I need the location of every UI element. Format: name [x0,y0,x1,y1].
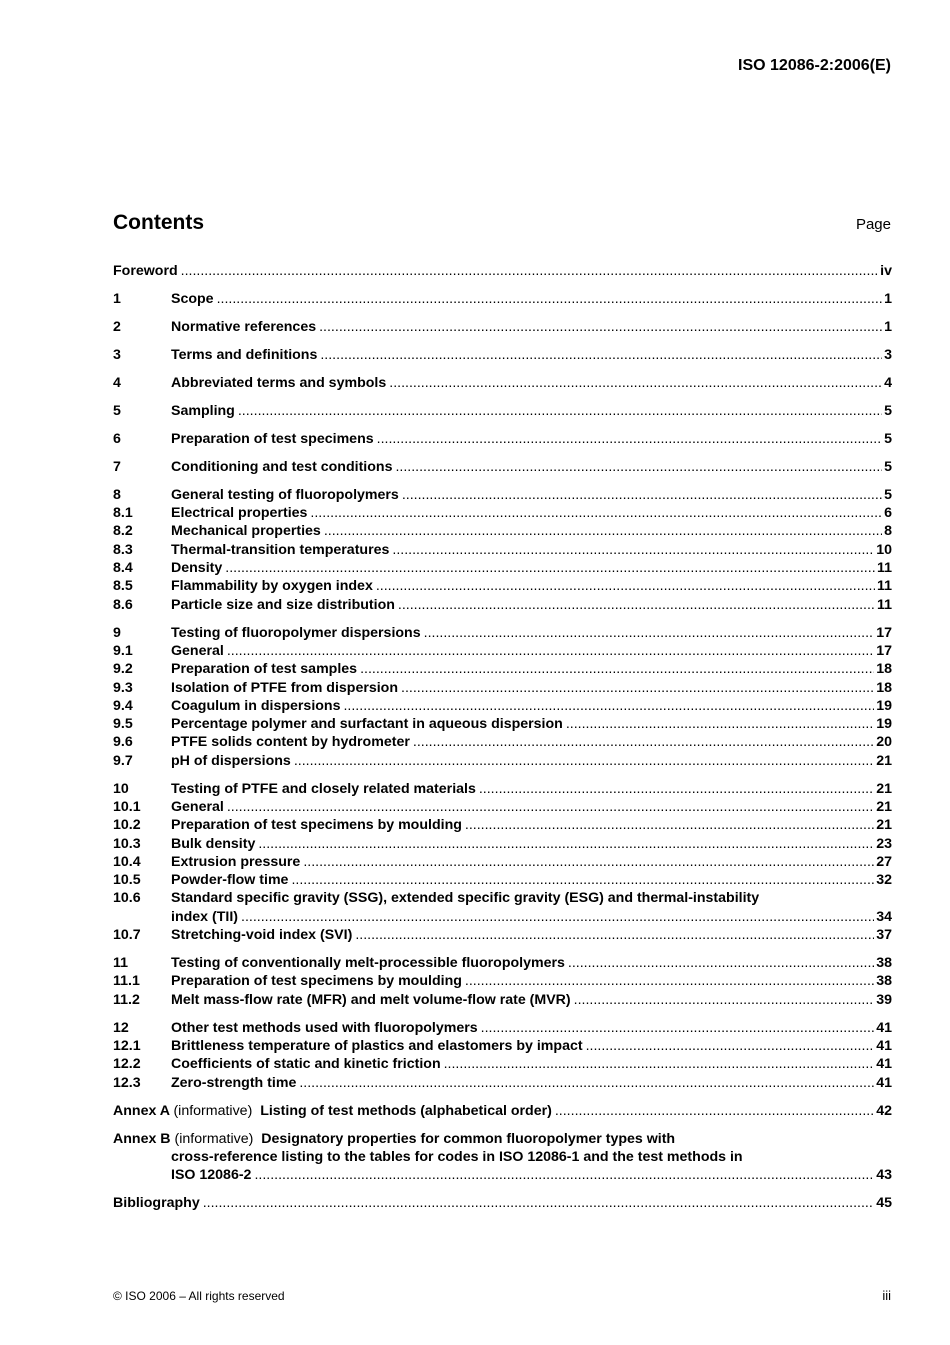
toc-leader-dots [574,991,875,1009]
toc-number: 10.7 [113,927,141,944]
toc-title: Sampling [171,402,235,419]
toc-entry-line [113,624,892,642]
toc-leader-dots [320,346,882,364]
toc-entry[interactable] [113,835,892,853]
toc-title-wrap [171,991,892,1009]
toc-title: General testing of fluoropolymers [171,486,399,503]
toc-title: Preparation of test samples [171,661,358,678]
toc-entry[interactable] [113,871,892,889]
toc-page: 20 [876,734,892,751]
toc-page: 8 [884,523,892,540]
toc-entry[interactable] [113,1037,892,1055]
toc-page: 19 [876,716,892,733]
toc-page: 39 [876,991,892,1008]
toc-number: 9.2 [113,661,133,678]
toc-title: Electrical properties [171,505,308,522]
toc-title-wrap [171,798,892,816]
bibliography-entry[interactable] [113,1194,892,1212]
toc-title: Stretching-void index (SVI) [171,927,353,944]
toc-entry-line [113,733,892,751]
toc-title-wrap [171,780,892,798]
toc-entry[interactable] [113,486,892,504]
annex-informative: (informative) [174,1130,254,1147]
toc-entry-line [113,816,892,834]
annex-title-line: Designatory properties for common fluoropolymer types with [261,1130,676,1147]
toc-title: Coagulum in dispersions [171,697,341,714]
toc-leader-dots [343,697,874,715]
toc-leader-dots [424,624,875,642]
toc-page: 45 [876,1195,892,1212]
toc-entry[interactable] [113,374,892,392]
toc-entry-line [113,577,892,595]
toc-title: Density [171,560,223,577]
toc-entry-line [113,660,892,678]
toc-number: 12.1 [113,1037,141,1054]
toc-entry[interactable] [113,853,892,871]
toc-title: Coefficients of static and kinetic friction [171,1056,441,1073]
annex-b-entry[interactable] [113,1130,892,1185]
toc-title-wrap [171,660,892,678]
toc-leader-dots [310,504,882,522]
toc-entry[interactable] [113,642,892,660]
toc-entry[interactable] [113,798,892,816]
toc-title: Bibliography [113,1195,200,1212]
toc-title-wrap [171,835,892,853]
copyright-notice: © ISO 2006 – All rights reserved [113,1289,285,1303]
toc-title-wrap [171,624,892,642]
toc-page: 5 [884,486,892,503]
toc-number: 9 [113,624,121,641]
toc-title: Bulk density [171,835,256,852]
toc-entry[interactable] [113,318,892,336]
toc-number: 12 [113,1019,129,1036]
toc-number: 9.5 [113,716,133,733]
toc-title: Terms and definitions [171,346,318,363]
toc-number: 10.5 [113,872,141,889]
toc-title-wrap [171,733,892,751]
toc-leader-dots [291,871,874,889]
toc-page: 41 [876,1019,892,1036]
toc-title-wrap [171,577,892,595]
toc-number: 8.1 [113,505,133,522]
toc-title-wrap [171,908,892,926]
toc-entry-line [113,752,892,770]
toc-entry[interactable] [113,504,892,522]
toc-title: Preparation of test specimens by moulding [171,973,462,990]
toc-entry[interactable] [113,522,892,540]
toc-entry-line [113,1194,892,1212]
toc-page: 21 [876,799,892,815]
toc-page: 41 [876,1074,892,1091]
toc-number: 11 [113,955,128,972]
toc-entry-line [113,1130,892,1148]
toc-number: 8 [113,486,121,503]
toc-title-wrap [171,346,892,364]
toc-number: 9.7 [113,752,133,769]
toc-number: 8.4 [113,560,133,577]
contents-heading: Contents [113,211,204,234]
toc-leader-dots [398,596,875,614]
toc-title: Foreword [113,263,178,279]
toc-leader-dots [217,290,883,308]
toc-entry[interactable] [113,541,892,559]
page-column-label: Page [855,216,891,233]
toc-title-wrap [171,954,892,972]
toc-page: 41 [876,1037,892,1054]
toc-entry[interactable] [113,1019,892,1037]
toc-page: 21 [876,752,892,769]
toc-entry-line [113,991,892,1009]
toc-page: 11 [877,560,892,577]
toc-title-wrap [171,402,892,420]
toc-title: General [171,642,224,659]
toc-entry-line [113,402,892,420]
toc-leader-dots [389,374,882,392]
toc-title-wrap [171,290,892,308]
toc-title: General [171,799,224,815]
toc-entry-line [113,679,892,697]
toc-page: 6 [884,505,892,522]
toc-leader-dots [355,926,874,944]
toc-page: 5 [884,430,892,447]
toc-entry[interactable] [113,559,892,577]
toc-entry-line [113,1166,892,1184]
toc-leader-dots [395,458,882,476]
toc-number: 9.4 [113,697,133,714]
toc-number: 3 [113,346,121,363]
toc-title-wrap [171,541,892,559]
toc-entry-line [113,642,892,660]
toc-title-wrap [171,1166,892,1184]
toc-title: Melt mass-flow rate (MFR) and melt volume-flow rate (MVR) [171,991,571,1008]
toc-title: Zero-strength time [171,1074,297,1091]
toc-page: 5 [884,458,892,475]
toc-leader-dots [227,642,874,660]
toc-entry-line [113,262,892,280]
toc-page: 11 [877,578,892,595]
annex-a-entry[interactable] [113,1102,892,1120]
annex-label: Annex A [113,1102,170,1119]
toc-entry[interactable] [113,954,892,972]
toc-title-wrap [171,1055,892,1073]
toc-title: Mechanical properties [171,523,321,540]
toc-page: 3 [884,346,892,363]
toc-title-wrap [171,679,892,697]
toc-number: 7 [113,458,121,475]
toc-entry-line [113,1074,892,1092]
toc-title: index (TII) [171,908,238,925]
toc-page: 11 [877,596,892,613]
toc-entry-line [113,458,892,476]
toc-entry[interactable] [113,816,892,834]
annex-informative: (informative) [173,1102,253,1119]
toc-page: 23 [876,835,892,852]
toc-page: 5 [884,402,892,419]
toc-page: 32 [876,872,892,889]
toc-title: PTFE solids content by hydrometer [171,734,410,751]
toc-page: 17 [876,642,892,659]
toc-entry[interactable] [113,402,892,420]
toc-leader-dots [324,522,882,540]
toc-entry[interactable] [113,577,892,595]
toc-title-line: Standard specific gravity (SSG), extended specific gravity (ESG) and thermal-instability [171,890,760,907]
annex-title: Listing of test methods (alphabetical order) [260,1102,552,1119]
toc-title-wrap [171,458,892,476]
toc-number: 8.5 [113,578,133,595]
toc-number: 8.6 [113,596,133,613]
toc-entry[interactable] [113,660,892,678]
toc-entry-line [113,504,892,522]
toc-entry-line [113,908,892,926]
toc-leader-dots [254,1166,874,1184]
page-number: iii [882,1288,891,1303]
toc-page: 4 [884,374,892,391]
toc-leader-dots [227,798,874,816]
toc-leader-dots [465,816,874,834]
toc-title-wrap [171,1074,892,1092]
toc-number: 12.2 [113,1056,141,1073]
toc-page: 18 [876,679,892,696]
toc-title: Thermal-transition temperatures [171,541,390,558]
toc-title: Preparation of test specimens by moulding [171,817,462,834]
toc-page: 21 [876,817,892,834]
toc-title: Testing of PTFE and closely related materials [171,780,476,797]
toc-title: Flammability by oxygen index [171,578,373,595]
toc-page: 1 [884,290,892,307]
toc-number: 9.3 [113,679,133,696]
toc-title-wrap [171,926,892,944]
toc-title-wrap [113,1194,892,1212]
toc-number: 10 [113,780,129,797]
document-id: ISO 12086-2:2006(E) [738,57,891,74]
annex-heading [113,1102,555,1120]
toc-entry-line [113,853,892,871]
toc-entry-line [113,954,892,972]
toc-entry[interactable] [113,290,892,308]
toc-title-wrap [171,642,892,660]
toc-entry-line [113,541,892,559]
toc-entry-line [113,871,892,889]
toc-page: 38 [876,973,892,990]
toc-number: 6 [113,430,121,447]
toc-title: pH of dispersions [171,752,291,769]
toc-title-wrap [171,559,892,577]
toc-title-wrap [171,486,892,504]
toc-entry[interactable] [113,780,892,798]
toc-page: 38 [876,955,892,972]
toc-leader-dots [555,1102,874,1120]
toc-title: Isolation of PTFE from dispersion [171,679,399,696]
toc-title-wrap [171,596,892,614]
toc-page: 42 [876,1102,892,1119]
toc-leader-dots [566,715,874,733]
toc-page: 34 [876,908,892,925]
toc-leader-dots [481,1019,875,1037]
toc-entry-line [113,697,892,715]
toc-leader-dots [376,577,875,595]
toc-title-wrap [171,853,892,871]
toc-leader-dots [225,559,875,577]
toc-page: 1 [884,318,892,335]
toc-leader-dots [444,1055,875,1073]
toc-leader-dots [294,752,874,770]
toc-leader-dots [303,853,874,871]
toc-entry[interactable] [113,926,892,944]
toc-entry[interactable] [113,972,892,990]
toc-leader-dots [402,486,882,504]
toc-number: 10.6 [113,890,141,907]
toc-entry[interactable] [113,889,892,926]
toc-leader-dots [258,835,874,853]
toc-entry-line [113,522,892,540]
toc-page: 18 [876,661,892,678]
toc-title: Brittleness temperature of plastics and elastomers by impact [171,1037,583,1054]
toc-number: 10.2 [113,817,141,834]
toc-leader-dots [319,318,882,336]
toc-entry-line [113,889,892,907]
toc-title-wrap [171,697,892,715]
toc-title-wrap [171,1019,892,1037]
toc-title-wrap [171,871,892,889]
toc-number: 8.3 [113,541,133,558]
toc-page: 21 [876,780,892,797]
toc-leader-dots [360,660,874,678]
toc-number: 2 [113,318,121,335]
toc-entry-line [113,559,892,577]
toc-title-wrap [171,504,892,522]
toc-leader-dots [479,780,874,798]
toc-title-wrap [171,715,892,733]
toc-entry[interactable] [113,596,892,614]
toc-number: 11.2 [113,991,140,1008]
toc-entry[interactable] [113,991,892,1009]
annex-label: Annex B [113,1130,171,1147]
toc-entry[interactable] [113,679,892,697]
toc-leader-dots [377,430,882,448]
toc-number: 11.1 [113,973,140,990]
toc-title-wrap [171,318,892,336]
toc-entry-line [113,972,892,990]
toc-leader-dots [241,908,874,926]
toc-title-wrap [171,430,892,448]
toc-entry-line [113,798,892,816]
annex-title: ISO 12086-2 [171,1167,252,1184]
toc-number: 9.1 [113,642,133,659]
toc-entry-line [113,596,892,614]
toc-title: Conditioning and test conditions [171,458,393,475]
toc-entry-line [113,318,892,336]
toc-leader-dots [181,262,879,280]
toc-entry-line [113,486,892,504]
toc-leader-dots [392,541,874,559]
toc-title-wrap [171,1037,892,1055]
toc-title: Percentage polymer and surfactant in aqueous dispersion [171,716,563,733]
toc-entry[interactable] [113,346,892,364]
toc-number: 1 [113,290,121,307]
toc-title: Testing of conventionally melt-processible fluoropolymers [171,955,565,972]
toc-page: 10 [876,541,892,558]
toc-entry[interactable] [113,458,892,476]
toc-entry-line [113,835,892,853]
toc-number: 9.6 [113,734,133,751]
toc-entry[interactable] [113,624,892,642]
toc-number: 8.2 [113,523,133,540]
toc-title: Particle size and size distribution [171,596,395,613]
toc-entry[interactable] [113,697,892,715]
toc-page: 27 [876,853,892,870]
toc-number: 10.3 [113,835,141,852]
table-of-contents [113,262,892,1212]
toc-title: Testing of fluoropolymer dispersions [171,624,421,641]
toc-entry-line [113,780,892,798]
toc-entry-line [113,926,892,944]
toc-title-wrap [113,262,892,280]
toc-leader-dots [465,972,874,990]
toc-number: 4 [113,374,121,391]
toc-page: 17 [876,624,892,641]
toc-title: Normative references [171,318,317,335]
toc-title-wrap [113,1102,892,1120]
toc-title: Extrusion pressure [171,853,301,870]
toc-leader-dots [568,954,874,972]
toc-leader-dots [586,1037,875,1055]
toc-entry-line [113,1055,892,1073]
toc-entry-line [113,346,892,364]
toc-entry-line [113,430,892,448]
toc-title: Abbreviated terms and symbols [171,374,387,391]
toc-entry-line [113,374,892,392]
toc-title-wrap [171,972,892,990]
toc-entry-line [113,1037,892,1055]
toc-entry[interactable] [113,430,892,448]
toc-entry[interactable] [113,733,892,751]
toc-leader-dots [203,1194,875,1212]
toc-page: 19 [876,697,892,714]
toc-leader-dots [413,733,874,751]
toc-entry[interactable] [113,752,892,770]
toc-page: iv [880,263,892,279]
toc-entry[interactable] [113,715,892,733]
toc-page: 37 [876,927,892,944]
toc-title: Powder-flow time [171,872,289,889]
toc-title-wrap [171,374,892,392]
toc-leader-dots [238,402,882,420]
toc-number: 10.1 [113,799,141,815]
toc-title: Scope [171,290,214,307]
toc-entry[interactable] [113,1055,892,1073]
toc-number: 10.4 [113,853,141,870]
toc-entry-line [113,1102,892,1120]
toc-entry[interactable] [113,262,892,280]
toc-number: 5 [113,402,121,419]
toc-entry-line [113,290,892,308]
toc-title-wrap [171,816,892,834]
toc-leader-dots [299,1074,874,1092]
toc-number: 12.3 [113,1074,141,1091]
toc-entry[interactable] [113,1074,892,1092]
toc-title-wrap [171,522,892,540]
annex-title-line: cross-reference listing to the tables for codes in ISO 12086-1 and the test methods in [171,1148,743,1165]
toc-entry-line [113,1019,892,1037]
toc-entry-line [113,715,892,733]
toc-title-wrap [171,752,892,770]
toc-page: 43 [876,1167,892,1184]
toc-title: Other test methods used with fluoropolymers [171,1019,478,1036]
toc-title: Preparation of test specimens [171,430,374,447]
toc-page: 41 [876,1056,892,1073]
toc-leader-dots [401,679,874,697]
